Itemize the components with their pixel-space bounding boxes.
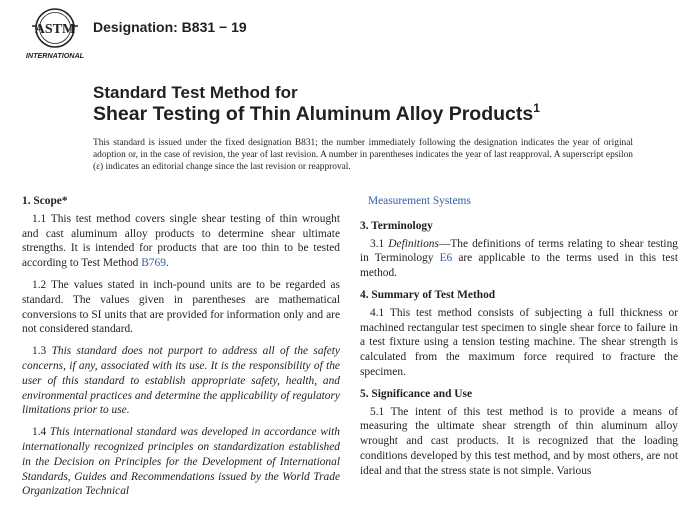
title-line-2	[93, 103, 540, 126]
right-column	[360, 194, 678, 486]
astm-logo	[22, 6, 88, 62]
continued-reference	[368, 194, 678, 209]
paragraph-3-1-end: are applicable to the terms used in this test method.	[360, 252, 679, 280]
section-1-heading: 1. Scope*	[22, 195, 68, 207]
paragraph-3-1	[360, 237, 678, 281]
paragraph-4-1: 4.1 This test method consists of subjecting a full thickness or machined rectangular test specimen to single shear force to failure in a test fixture using a tension testing machine. The shear strength is calculated from the maximum force required to fracture the specimen.	[360, 306, 678, 378]
title-main: Shear Testing of Thin Aluminum Alloy Products	[93, 103, 534, 125]
section-4-heading: 4. Summary of Test Method	[360, 288, 496, 301]
paragraph-1-1	[22, 212, 340, 271]
title-line-1: Standard Test Method for	[93, 83, 298, 102]
section-3-heading: 3. Terminology	[360, 219, 433, 232]
logo-text: ASTM	[34, 22, 76, 37]
e6-link[interactable]: E6	[439, 252, 453, 265]
paragraph-1-4	[22, 425, 340, 499]
paragraph-3-1-text: —The definitions of terms relating to shear testing in Terminology	[360, 237, 678, 265]
paragraph-1-4-text: This international standard was developed in accordance with internationally recognized principles on standardization established in the Decision on Principles for the Development of International Standards, Guides and Recommendations issued by the World Trade Organization Technical	[22, 426, 340, 498]
issuance-notice: This standard is issued under the fixed designation B831; the number immediately following the designation indicates the year of original adoption or, in the case of revision, the year of last revision. A number in parentheses indicates the year of last reapproval. A superscript epsilon (ε) indicates an editorial change since the last revision or reapproval.	[93, 138, 633, 173]
paragraph-1-3-text: This standard does not purport to address all of the safety concerns, if any, associated with its use. It is the responsibility of the user of this standard to establish appropriate safety, health, and environmental practices and determine the applicability of regulatory limitations prior to use.	[22, 345, 340, 417]
paragraph-1-4-number: 1.4	[32, 426, 50, 439]
definitions-term: Definitions	[388, 237, 439, 250]
left-column	[22, 194, 340, 506]
b769-link[interactable]: B769	[141, 257, 166, 270]
title-footnote-marker: 1	[533, 101, 540, 115]
document-title	[93, 83, 540, 126]
paragraph-3-1-number: 3.1	[370, 237, 389, 250]
logo-caption: INTERNATIONAL	[25, 51, 85, 60]
paragraph-1-1-end: .	[165, 257, 169, 270]
paragraph-5-1: 5.1 The intent of this test method is to provide a means of measuring the ultimate shear strength of thin aluminum alloy wrought and cast products. It is recognized that the loading conditions developed by this test method, and by most others, are not ideal and that the stress state is not simple. Various	[360, 405, 678, 477]
designation: Designation: B831 − 19	[93, 19, 247, 35]
measurement-systems-link[interactable]: Measurement Systems	[368, 195, 471, 207]
paragraph-1-2: 1.2 The values stated in inch-pound units are to be regarded as standard. The values given in parentheses are mathematical conversions to SI units that are provided for information only and are not considered standard.	[22, 278, 340, 336]
section-5-heading: 5. Significance and Use	[360, 387, 473, 400]
paragraph-1-3-number: 1.3	[32, 345, 52, 358]
paragraph-1-3	[22, 344, 340, 418]
paragraph-1-1-text: 1.1 This test method covers single shear testing of thin wrought and cast aluminum alloy products to determine shear ultimate strengths. It is intended for products that are too thin to be tested according to Test Method	[22, 212, 340, 270]
